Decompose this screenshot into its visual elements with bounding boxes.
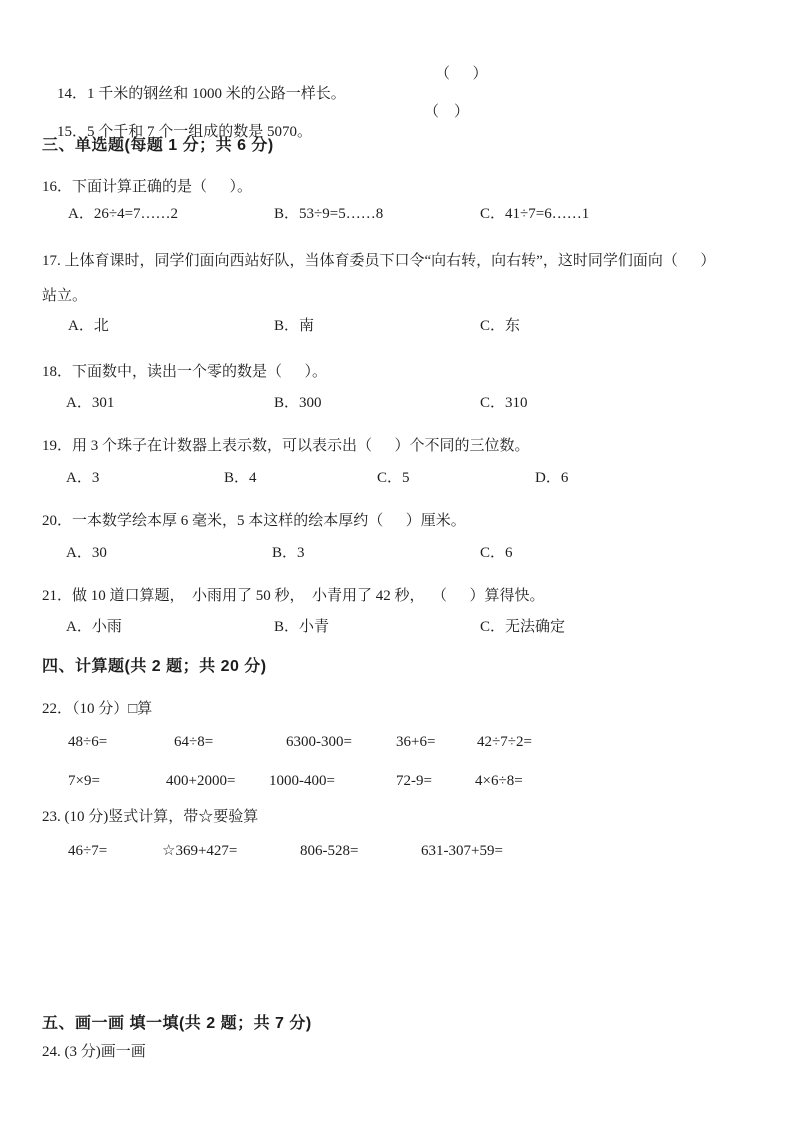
q18-option-c: C．310 [480, 395, 528, 411]
q17-option-a: A．北 [68, 318, 109, 334]
question-18-stem: 18．下面数中，读出一个零的数是（ ）。 [42, 364, 328, 380]
q20-option-c: C．6 [480, 545, 513, 561]
q19-option-c: C．5 [377, 470, 410, 486]
q23-expr-3: 806-528= [300, 843, 359, 859]
q22-expr-10: 4×6÷8= [475, 773, 523, 789]
q21-option-c: C．无法确定 [480, 619, 566, 635]
question-15-text: 15．5 个千和 7 个一组成的数是 5070。 [57, 124, 313, 140]
q19-option-d: D．6 [535, 470, 569, 486]
q23-expr-4: 631-307+59= [421, 843, 503, 859]
question-16-stem: 16．下面计算正确的是（ ）。 [42, 179, 253, 195]
q22-expr-2: 64÷8= [174, 734, 214, 750]
q20-option-a: A．30 [66, 545, 107, 561]
section-3-title: 三、单选题(每题 1 分；共 6 分) [42, 137, 274, 154]
q17-option-b: B．南 [274, 318, 315, 334]
q16-option-c: C．41÷7=6……1 [480, 206, 590, 222]
q20-option-b: B．3 [272, 545, 305, 561]
q22-expr-6: 7×9= [68, 773, 100, 789]
q21-option-b: B．小青 [274, 619, 330, 635]
q23-expr-1: 46÷7= [68, 843, 108, 859]
question-20-stem: 20．一本数学绘本厚 6 毫米，5 本这样的绘本厚约（ ）厘米。 [42, 513, 466, 529]
q21-option-a: A．小雨 [66, 619, 122, 635]
q22-expr-1: 48÷6= [68, 734, 108, 750]
q22-expr-5: 42÷7÷2= [477, 734, 532, 750]
q23-expr-2: ☆369+427= [162, 843, 238, 859]
question-15-answer-blank: （ ） [424, 104, 470, 120]
q22-expr-9: 72-9= [396, 773, 432, 789]
question-17-stem: 17. 上体育课时，同学们面向西站好队，当体育委员下口令“向右转，向右转”，这时同学们面向（ ） [42, 253, 716, 269]
question-23-row [42, 841, 765, 961]
q22-expr-4: 36+6= [396, 734, 436, 750]
question-22-stem: 22．（10 分）□算 [42, 701, 153, 717]
q22-expr-3: 6300-300= [286, 734, 352, 750]
question-24-stem: 24. (3 分)画一画 [42, 1044, 146, 1060]
q16-option-a: A．26÷4=7……2 [68, 206, 179, 222]
question-21-stem: 21．做 10 道口算题， 小雨用了 50 秒， 小青用了 42 秒， （ ）算得快。 [42, 588, 545, 604]
section-5-title: 五、画一画 填一填(共 2 题；共 7 分) [42, 1015, 312, 1032]
question-14-answer-blank: （ ） [435, 66, 488, 82]
question-23-stem: 23. (10 分)竖式计算，带☆要验算 [42, 809, 259, 825]
q22-expr-8: 1000-400= [269, 773, 335, 789]
q18-option-a: A．301 [66, 395, 115, 411]
q16-option-b: B．53÷9=5……8 [274, 206, 384, 222]
q18-option-b: B．300 [274, 395, 322, 411]
q22-expr-7: 400+2000= [166, 773, 236, 789]
question-17-stem-line2: 站立。 [42, 288, 88, 304]
section-4-title: 四、计算题(共 2 题；共 20 分) [42, 658, 267, 675]
q19-option-b: B．4 [224, 470, 257, 486]
q19-option-a: A．3 [66, 470, 100, 486]
question-19-stem: 19．用 3 个珠子在计数器上表示数，可以表示出（ ）个不同的三位数。 [42, 438, 530, 454]
q17-option-c: C．东 [480, 318, 521, 334]
question-14-text: 14．1 千米的钢丝和 1000 米的公路一样长。 [57, 86, 346, 102]
